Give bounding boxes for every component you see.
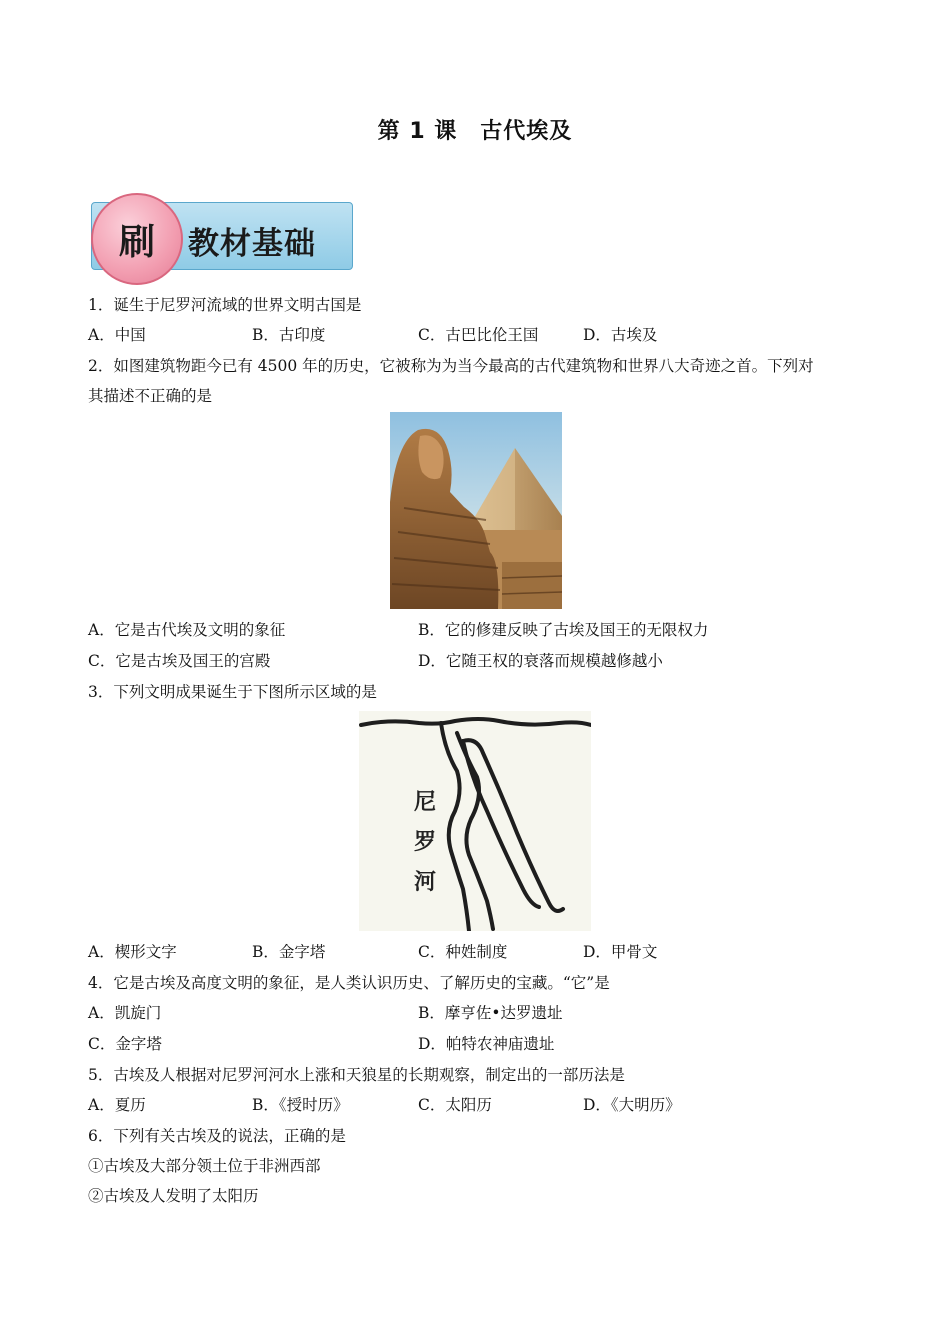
q1-option-b: B．古印度	[252, 326, 326, 344]
q3-option-c: C．种姓制度	[418, 943, 508, 961]
map-label-char-1: 尼	[414, 790, 437, 815]
q4-option-c: C．金字塔	[88, 1035, 162, 1053]
q4-stem: 4．它是古埃及高度文明的象征，是人类认识历史、了解历史的宝藏。“它”是	[88, 974, 610, 992]
nile-map	[359, 711, 591, 931]
section-badge-circle: 刷	[91, 193, 183, 285]
q6-stem: 6．下列有关古埃及的说法，正确的是	[88, 1127, 346, 1145]
q2-option-a: A．它是古代埃及文明的象征	[88, 621, 286, 639]
q6-item-1: ①古埃及大部分领土位于非洲西部	[88, 1157, 321, 1175]
lesson-title: 第 1 课 古代埃及	[377, 119, 573, 144]
map-label-char-3: 河	[414, 870, 437, 895]
q2-option-b: B．它的修建反映了古埃及国王的无限权力	[418, 621, 709, 639]
q5-option-a: A．夏历	[88, 1096, 146, 1114]
section-label: 教材基础	[188, 226, 316, 262]
q2-stem-line2: 其描述不正确的是	[88, 387, 213, 405]
q1-option-d: D．古埃及	[583, 326, 658, 344]
q5-option-d: D．《大明历》	[583, 1096, 681, 1114]
q1-stem: 1．诞生于尼罗河流域的世界文明古国是	[88, 296, 362, 314]
q2-stem-line1: 2．如图建筑物距今已有 4500 年的历史，它被称为为当今最高的古代建筑物和世界八大奇迹之首。下列对	[88, 357, 814, 375]
sphinx-pyramid-photo	[390, 412, 562, 609]
q3-option-b: B．金字塔	[252, 943, 326, 961]
q6-item-2: ②古埃及人发明了太阳历	[88, 1187, 259, 1205]
q1-option-a: A．中国	[88, 326, 146, 344]
q5-stem: 5．古埃及人根据对尼罗河河水上涨和天狼星的长期观察，制定出的一部历法是	[88, 1066, 625, 1084]
q4-option-a: A．凯旋门	[88, 1004, 162, 1022]
q2-option-d: D．它随王权的衰落而规模越修越小	[418, 652, 663, 670]
map-label-char-2: 罗	[414, 830, 437, 855]
q3-stem: 3．下列文明成果诞生于下图所示区域的是	[88, 683, 377, 701]
q2-option-c: C．它是古埃及国王的宫殿	[88, 652, 271, 670]
q3-option-a: A．楔形文字	[88, 943, 177, 961]
q1-option-c: C．古巴比伦王国	[418, 326, 539, 344]
q3-option-d: D．甲骨文	[583, 943, 658, 961]
q4-option-d: D．帕特农神庙遗址	[418, 1035, 555, 1053]
q5-option-b: B．《授时历》	[252, 1096, 349, 1114]
q5-option-c: C．太阳历	[418, 1096, 492, 1114]
q4-option-b: B．摩亨佐•达罗遗址	[418, 1004, 563, 1022]
